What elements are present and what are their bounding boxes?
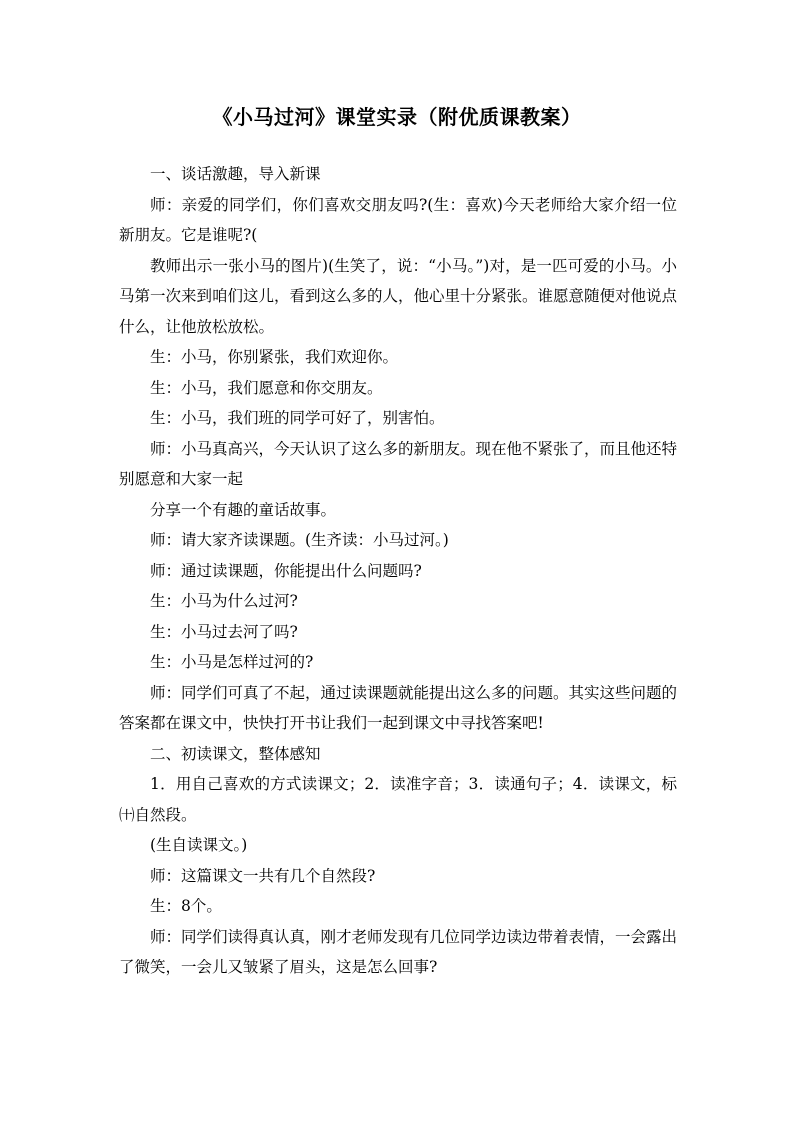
paragraph: 生：小马，我们愿意和你交朋友。	[150, 378, 383, 397]
paragraph: 师：亲爱的同学们，你们喜欢交朋友吗?(生：喜欢)今天老师给大家介绍一位新朋友。它是谁呢?(	[119, 195, 677, 244]
document-title: 《小马过河》课堂实录（附优质课教案）	[212, 105, 582, 129]
heading-section-1: 一、谈话激趣，导入新课	[150, 165, 321, 183]
heading-section-2: 二、初读课文，整体感知	[150, 744, 321, 763]
paragraph: 师：这篇课文一共有几个自然段?	[150, 866, 376, 885]
paragraph: (生自读课文。)	[150, 836, 248, 854]
paragraph: 师：同学们读得真认真，刚才老师发现有几位同学边读边带着表情，一会露出了微笑，一会儿又皱紧了眉头，这是怎么回事?	[119, 927, 678, 976]
paragraph: 师：小马真高兴，今天认识了这么多的新朋友。现在他不紧张了，而且他还特别愿意和大家一起	[119, 439, 678, 488]
paragraph: 生：8个。	[150, 897, 222, 915]
paragraph: 教师出示一张小马的图片)(生笑了，说：“小马。”)对，是一匹可爱的小马。小马第一次来到咱们这儿，看到这么多的人，他心里十分紧张。谁愿意随便对他说点什么，让他放松放松。	[119, 256, 678, 336]
document-body	[119, 159, 677, 983]
paragraph: 师：通过读课题，你能提出什么问题吗?	[150, 561, 422, 580]
paragraph: 分享一个有趣的童话故事。	[150, 500, 337, 519]
paragraph: 生：小马过去河了吗?	[150, 622, 298, 641]
paragraph: 生：小马，你别紧张，我们欢迎你。	[150, 348, 399, 366]
paragraph: 生：小马是怎样过河的?	[150, 653, 314, 671]
paragraph: 生：小马，我们班的同学可好了，别害怕。	[150, 409, 445, 427]
paragraph: 师：同学们可真了不起，通过读课题就能提出这么多的问题。其实这些问题的答案都在课文中，快快打开书让我们一起到课文中寻找答案吧!	[119, 683, 678, 732]
paragraph: 师：请大家齐读课题。(生齐读：小马过河。)	[150, 531, 449, 549]
paragraph: 1．用自己喜欢的方式读课文；2．读准字音；3．读通句子；4．读课文，标㈩自然段。	[119, 775, 677, 824]
paragraph: 生：小马为什么过河?	[150, 592, 298, 610]
